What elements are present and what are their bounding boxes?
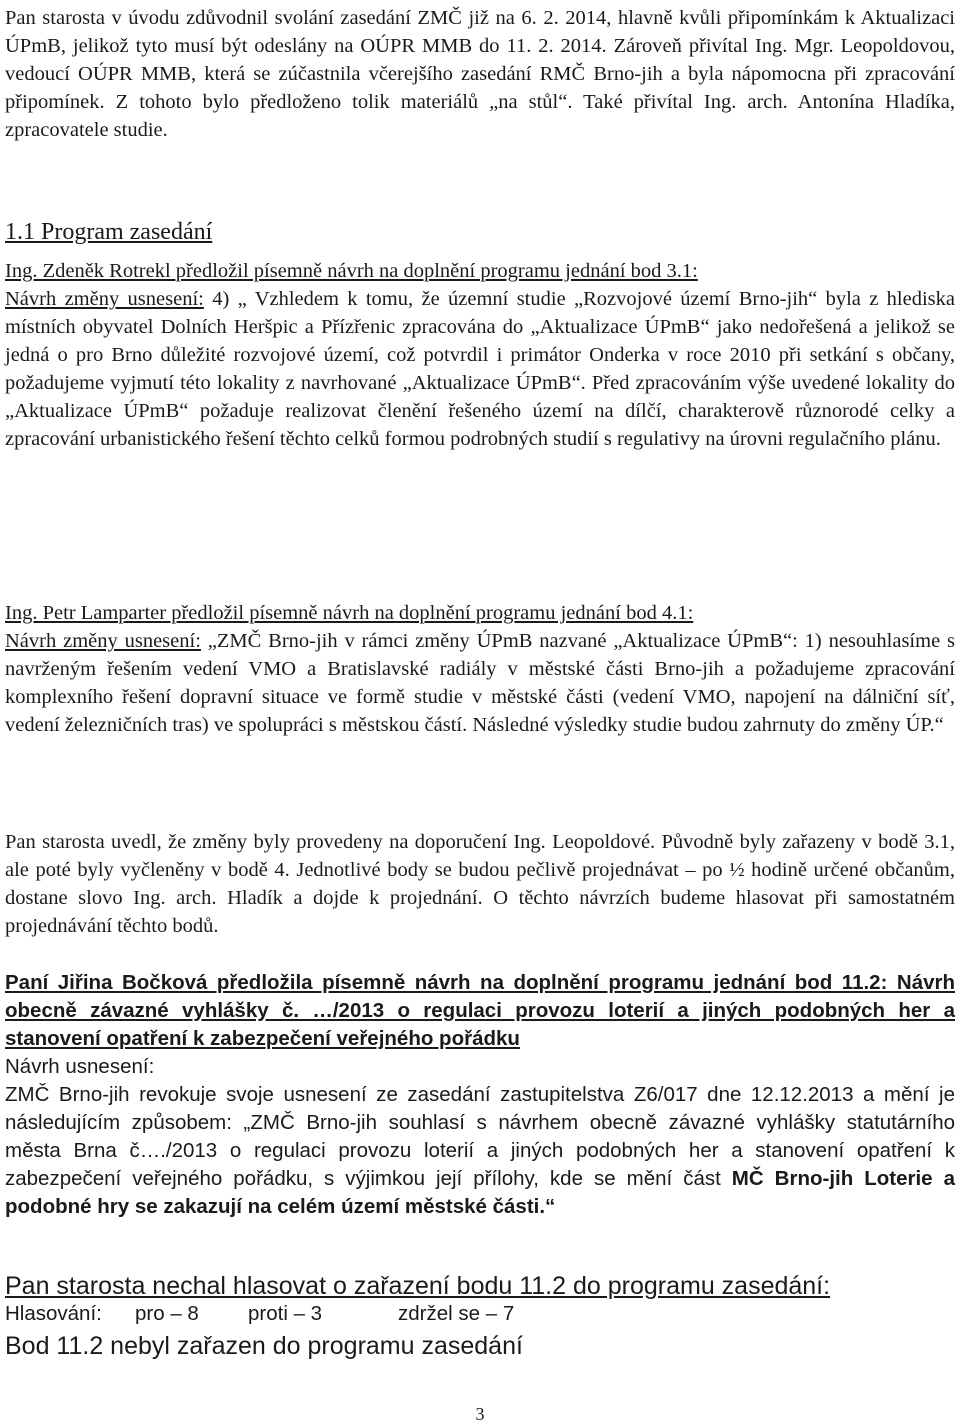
vote-proti: proti – 3 <box>248 1302 323 1325</box>
bockova-label: Návrh usnesení: <box>5 1055 155 1078</box>
section-title: 1.1 Program zasedání <box>5 219 213 245</box>
rotrekl-text: 4) „ Vzhledem k tomu, že územní studie „Rozvojové území Brno-jih“ byla z hlediska místních obyvatel Dolních Heršpic a Přízřenic zpracována do „Aktualizace ÚPmB“ jako nedořešená a jelikož se jedná o pro Brno důležité rozvojové území, což potvrdil i primátor Onderka v roce 2010 při setkání s občany, požadujeme vyjmutí této lokality z navrhované „Aktualizace ÚPmB“. Před zpracováním výše uvedené lokality do „Aktualizace ÚPmB“ požaduje realizovat členění řešeného území na dílčí, charakterově různorodé celky a zpracování urbanistického řešení těchto celků formou podrobných studií s regulativy na úrovni regulačního plánu. <box>5 288 955 450</box>
bockova-text-bold: MČ Brno-jih Loterie a podobné hry se zakazují na celém území městské části.“ <box>5 1167 955 1218</box>
starosta-paragraph: Pan starosta uvedl, že změny byly provedeny na doporučení Ing. Leopoldové. Původně byly zařazeny v bodě 3.1, ale poté byly vyčleněny v bodě 4. Jednotlivé body se budou pečlivě projednávat – po ½ hodině určené občanům, dostane slovo Ing. arch. Hladík a dojde k projednání. O těchto návrzích budeme hlasovat při samostatném projednávání těchto bodů. <box>5 831 955 937</box>
vote-pro: pro – 8 <box>135 1302 199 1325</box>
intro-paragraph: Pan starosta v úvodu zdůvodnil svolání zasedání ZMČ již na 6. 2. 2014, hlavně kvůli připomínkám k Aktualizaci ÚPmB, jelikož tyto musí být odeslány na OÚPR MMB do 11. 2. 2014. Zároveň přivítal Ing. Mgr. Leopoldovou, vedoucí OÚPR MMB, která se zúčastnila včerejšího zasedání RMČ Brno-jih a byla nápomocna při zpracování připomínek. Z tohoto bylo předloženo tolik materiálů „na stůl“. Také přivítal Ing. arch. Antonína Hladíka, zpracovatele studie. <box>5 7 955 141</box>
lamparter-text: „ZMČ Brno-jih v rámci změny ÚPmB nazvané „Aktualizace ÚPmB“: 1) nesouhlasíme s navrženým řešením vedení VMO a Bratislavské radiály v městské části Brno-jih a požadujeme zpracování komplexního řešení dopravní situace ve formě studie v městské části (vedení VMO, napojení na dálniční síť, vedení železničních tras) ve spolupráci s městskou částí. Následné výsledky studie budou zahrnuty do změny ÚP.“ <box>5 630 956 736</box>
rotrekl-body <box>5 285 955 453</box>
result-line: Bod 11.2 nebyl zařazen do programu zasedání <box>5 1332 523 1360</box>
bockova-body <box>5 1081 955 1221</box>
bockova-proposal <box>5 969 955 1221</box>
rotrekl-proposal <box>5 257 955 453</box>
bockova-text: ZMČ Brno-jih revokuje svoje usnesení ze zasedání zastupitelstva Z6/017 dne 12.12.2013 a mění je následujícím způsobem: „ZMČ Brno-jih souhlasí s návrhem obecně závazné vyhlášky statutárního města Brna č…./2013 o regulaci provozu loterií a jiných podobných her a stanovení opatření k zabezpečení veřejného pořádku, s výjimkou její přílohy, kde se mění část <box>5 1083 955 1190</box>
rotrekl-heading: Ing. Zdeněk Rotrekl předložil písemně návrh na doplnění programu jednání bod 3.1: <box>5 260 698 282</box>
vote-zdrzel: zdržel se – 7 <box>398 1302 515 1325</box>
lamparter-heading: Ing. Petr Lamparter předložil písemně návrh na doplnění programu jednání bod 4.1: <box>5 602 694 624</box>
vote-heading: Pan starosta nechal hlasovat o zařazení bodu 11.2 do programu zasedání: <box>5 1272 831 1300</box>
page-number: 3 <box>475 1404 485 1424</box>
vote-label: Hlasování: <box>5 1302 102 1325</box>
bockova-heading: Paní Jiřina Bočková předložila písemně návrh na doplnění programu jednání bod 11.2: Návrh obecně závazné vyhlášky č. …/2013 o regulaci provozu loterií a jiných podobných her a stanovení opatření k zabezpečení veřejného pořádku <box>5 971 955 1050</box>
lamparter-proposal <box>5 599 955 739</box>
vote-results <box>5 1300 955 1328</box>
lamparter-label: Návrh změny usnesení: <box>5 630 201 652</box>
lamparter-body <box>5 627 955 739</box>
rotrekl-label: Návrh změny usnesení: <box>5 288 204 310</box>
